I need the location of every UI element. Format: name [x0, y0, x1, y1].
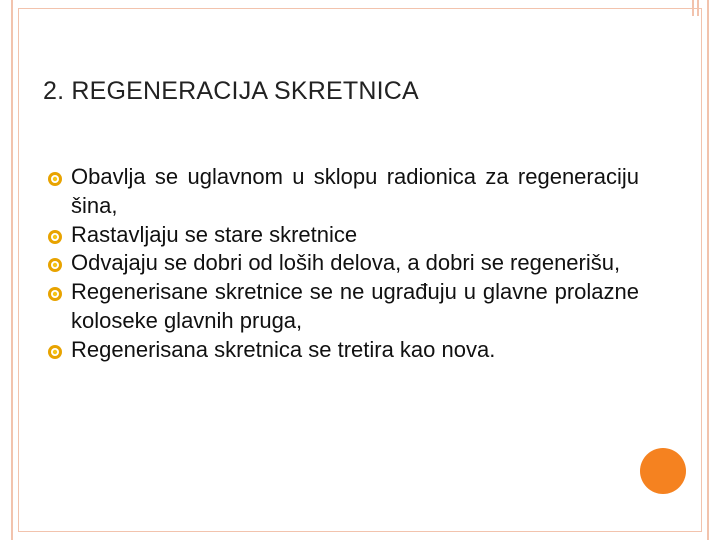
list-item — [47, 336, 639, 365]
bullet-text: Regenerisane skretnice se ne ugrađuju u glavne prolazne koloseke glavnih pruga, — [71, 279, 639, 333]
ring-bullet-icon — [47, 257, 63, 273]
bullet-text: Odvajaju se dobri od loših delova, a dobri se regenerišu, — [71, 250, 621, 276]
frame-edge-strip — [697, 0, 699, 16]
bullet-text: Obavlja se uglavnom u sklopu radionica za regeneraciju šina, — [71, 164, 639, 218]
list-item — [47, 278, 639, 336]
list-item — [47, 249, 639, 278]
bullet-text: Rastavljaju se stare skretnice — [71, 221, 358, 247]
accent-dot — [640, 448, 686, 494]
list-item — [47, 163, 639, 221]
ring-bullet-icon — [47, 229, 63, 245]
ring-bullet-icon — [47, 286, 63, 302]
bullet-text: Regenerisana skretnica se tretira kao nova. — [71, 336, 496, 362]
ring-bullet-icon — [47, 344, 63, 360]
slide-title: 2. REGENERACIJA SKRETNICA — [43, 77, 419, 105]
bullet-list — [47, 163, 639, 365]
list-item — [47, 221, 639, 250]
ring-bullet-icon — [47, 171, 63, 187]
frame-edge-strip — [692, 0, 694, 16]
